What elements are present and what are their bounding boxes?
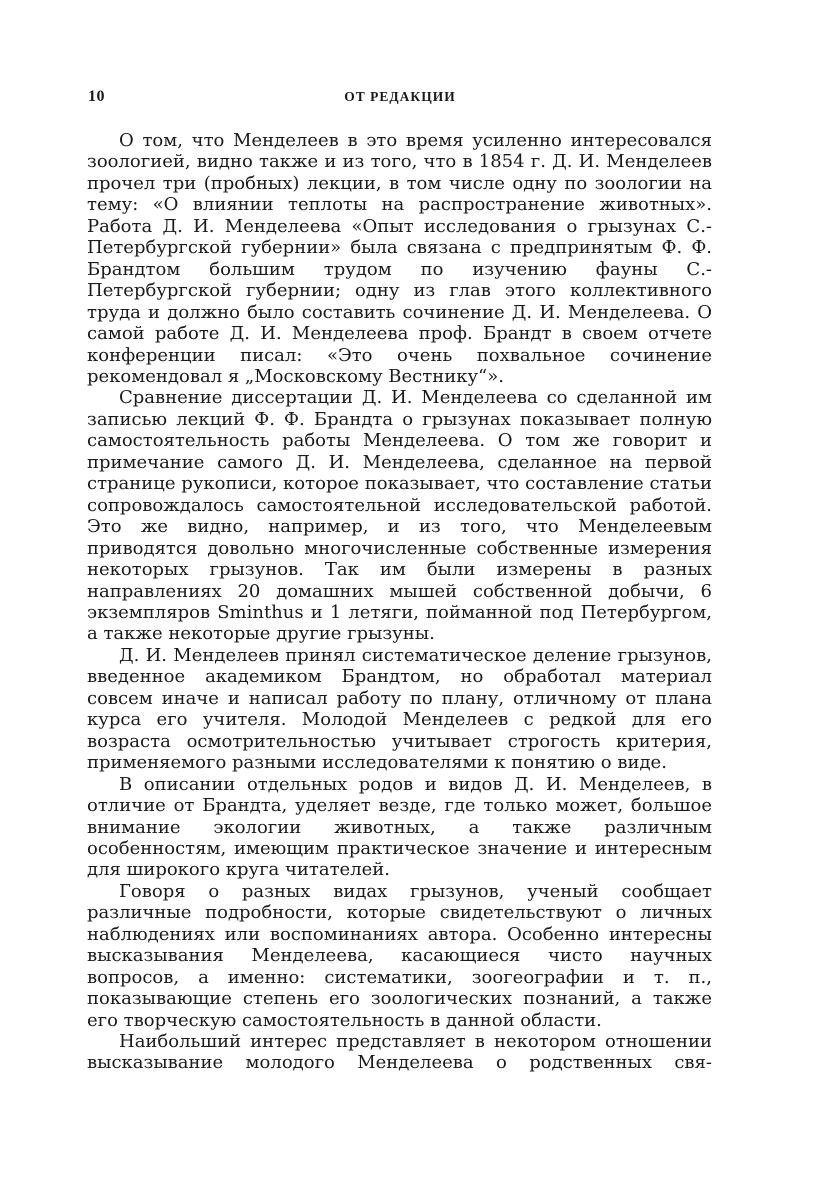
paragraph: Наибольший интерес представляет в некотором отношении высказывание молодого Менделеева о родственных свя- xyxy=(87,1031,712,1074)
page-number: 10 xyxy=(88,88,105,105)
paragraph: Сравнение диссертации Д. И. Менделеева со сделанной им записью лекций Ф. Ф. Брандта о грызунах показывает полную самостоятельность работы Менделеева. О том же говорит и примечание самого Д. И. Менделеева, сделанное на первой странице рукописи, которое показывает, что составление статьи сопровождалось самостоятельной исследовательской работой. Это же видно, например, и из того, что Менделеевым приводятся довольно многочисленные собственные измерения некоторых грызунов. Так им были измерены в разных направлениях 20 домашних мышей собственной добычи, 6 экземпляров Sminthus и 1 летяги, пойманной под Петербургом, а также некоторые другие грызуны. xyxy=(87,387,712,645)
paragraph: Говоря о разных видах грызунов, ученый сообщает различные подробности, которые свидетельствуют о личных наблюдениях или воспоминаниях автора. Особенно интересны высказывания Менделеева, касающиеся чисто научных вопросов, а именно: систематики, зоогеографии и т. п., показывающие степень его зоологических познаний, а также его творческую самостоятельность в данной области. xyxy=(87,880,712,1031)
paragraph: Д. И. Менделеев принял систематическое деление грызунов, введенное академиком Брандтом, но обработал материал совсем иначе и написал работу по плану, отличному от плана курса его учителя. Молодой Менделеев с редкой для его возраста осмотрительностью учитывает строгость критерия, применяемого разными исследователями к понятию о виде. xyxy=(87,644,712,774)
body-text xyxy=(87,130,712,1074)
paragraph: В описании отдельных родов и видов Д. И. Менделеев, в отличие от Брандта, уделяет везде, где только может, большое внимание экологии животных, а также различным особенностям, имеющим практическое значение и интересным для широкого круга читателей. xyxy=(87,773,712,881)
running-head xyxy=(88,88,712,110)
running-title: ОТ РЕДАКЦИИ xyxy=(344,89,456,104)
paragraph: О том, что Менделеев в это время усиленно интересовался зоологией, видно также и из того, что в 1854 г. Д. И. Менделеев прочел три (пробных) лекции, в том числе одну по зоологии на тему: «О влиянии теплоты на распространение животных». Работа Д. И. Менделеева «Опыт исследования о грызунах С.-Петербургской губернии» была связана с предпринятым Ф. Ф. Брандтом большим трудом по изучению фауны С.-Петербургской губернии; одну из глав этого коллективного труда и должно было составить сочинение Д. И. Менделеева. О самой работе Д. И. Менделеева проф. Брандт в своем отчете конференции писал: «Это очень похвальное сочинение рекомендовал я „Московскому Вестнику“». xyxy=(87,130,712,387)
